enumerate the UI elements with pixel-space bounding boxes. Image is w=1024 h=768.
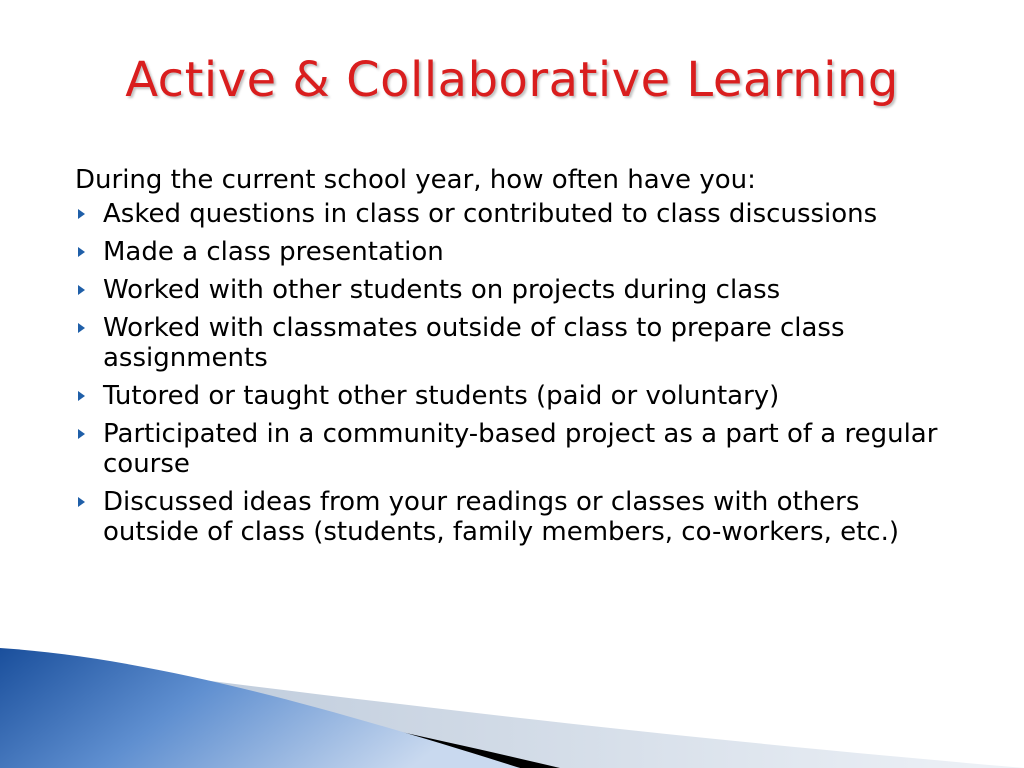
list-item bbox=[75, 313, 955, 373]
triangle-bullet-icon bbox=[78, 247, 85, 257]
triangle-bullet-icon bbox=[78, 497, 85, 507]
bullet-text: Worked with classmates outside of class to prepare class assignments bbox=[103, 313, 845, 373]
list-item bbox=[75, 419, 955, 479]
triangle-bullet-icon bbox=[78, 285, 85, 295]
bullet-text: Made a class presentation bbox=[103, 237, 444, 267]
bullet-text: Participated in a community-based project as a part of a regular course bbox=[103, 419, 938, 479]
bullet-list bbox=[75, 199, 955, 547]
triangle-bullet-icon bbox=[78, 209, 85, 219]
bullet-text: Asked questions in class or contributed to class discussions bbox=[103, 199, 878, 229]
list-item bbox=[75, 199, 955, 229]
bullet-text: Worked with other students on projects during class bbox=[103, 275, 781, 305]
slide-body bbox=[75, 165, 955, 555]
list-item bbox=[75, 487, 955, 547]
bullet-text: Tutored or taught other students (paid or voluntary) bbox=[103, 381, 780, 411]
swoosh-blue-band bbox=[0, 648, 520, 768]
list-item bbox=[75, 237, 955, 267]
triangle-bullet-icon bbox=[78, 391, 85, 401]
triangle-bullet-icon bbox=[78, 429, 85, 439]
list-item bbox=[75, 381, 955, 411]
slide-title: Active & Collaborative Learning bbox=[125, 52, 899, 108]
intro-text: During the current school year, how often have you: bbox=[75, 165, 756, 195]
triangle-bullet-icon bbox=[78, 323, 85, 333]
list-item bbox=[75, 275, 955, 305]
bullet-text: Discussed ideas from your readings or classes with others outside of class (students, family members, co-workers, etc.) bbox=[103, 487, 899, 547]
